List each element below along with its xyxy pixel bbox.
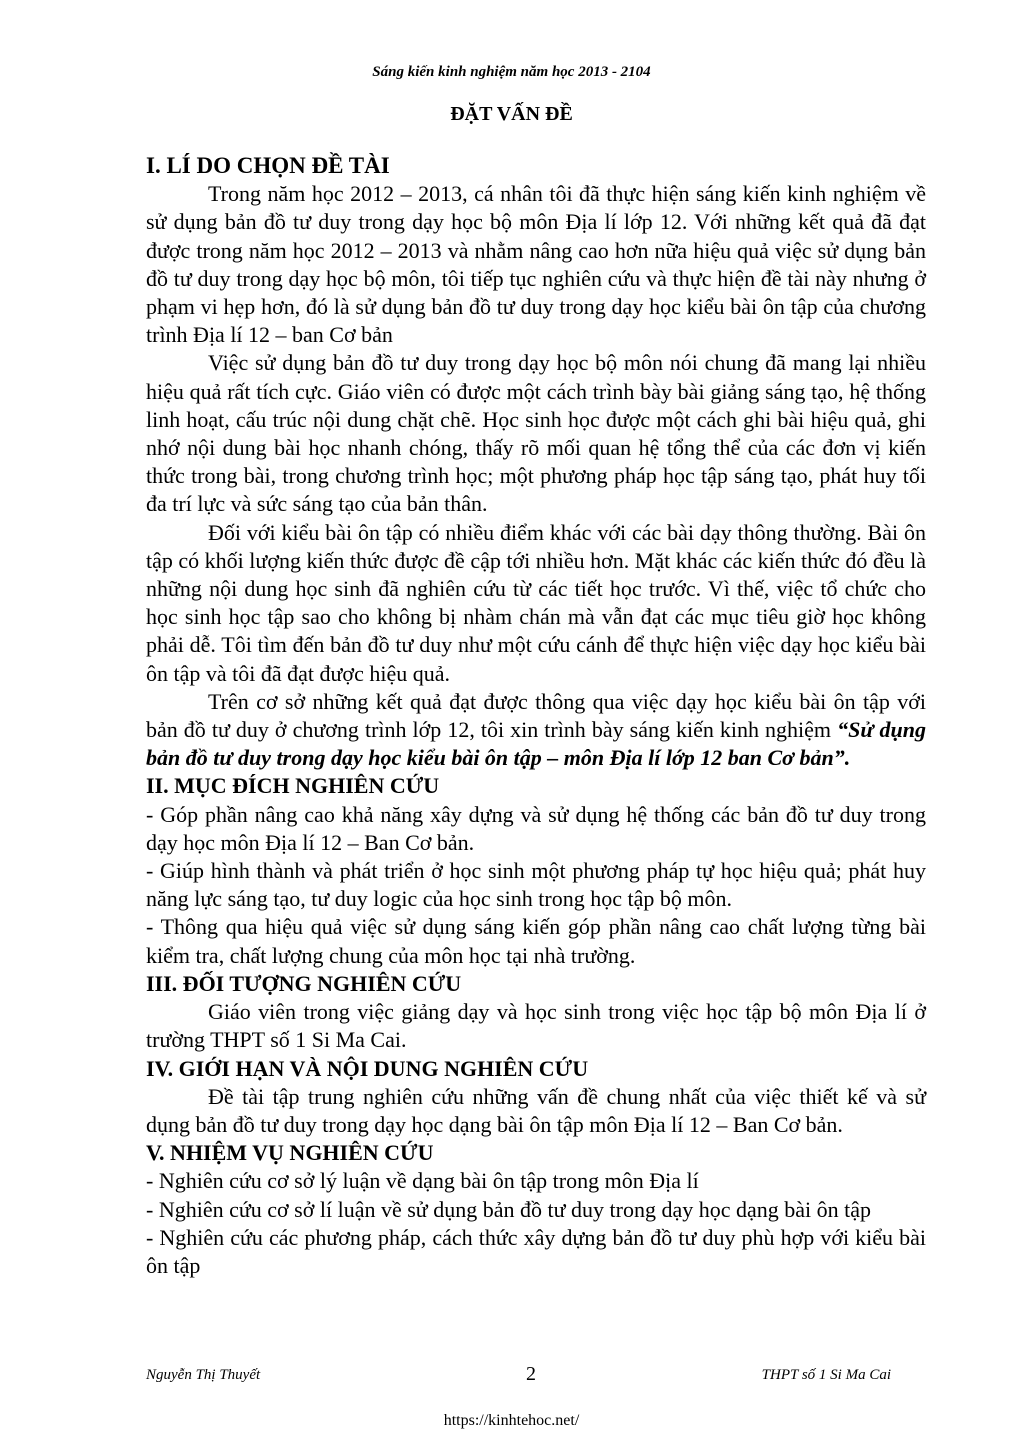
paragraph-subjects: Giáo viên trong việc giảng dạy và học sinh trong việc học tập bộ môn Địa lí ở trường THPT số 1 Si Ma Cai. xyxy=(146,999,926,1053)
footer-author: Nguyễn Thị Thuyết xyxy=(146,1367,261,1383)
section-heading-5: V. NHIỆM VỤ NGHIÊN CỨU xyxy=(146,1140,434,1166)
paragraph-3: Đối với kiểu bài ôn tập có nhiều điểm khác với các bài dạy thông thường. Bài ôn tập có khối lượng kiến thức được đề cập tới nhiều hơn. Mặt khác các kiến thức đó đều là những nội dung học sinh đã nghiên cứu từ các tiết học trước. Vì thế, việc tổ chức cho học sinh học tập sao cho không bị nhàm chán mà vẫn đạt các mục tiêu giờ học không phải dễ. Tôi tìm đến bản đồ tư duy như một cứu cánh để thực hiện việc dạy học kiểu bài ôn tập và tôi đã đạt được hiệu quả. xyxy=(146,519,926,686)
list-item: - Giúp hình thành và phát triển ở học sinh một phương pháp tự học hiệu quả; phát huy năng lực sáng tạo, tư duy logic của học sinh trong học tập bộ môn. xyxy=(146,858,926,912)
paragraph-1: Trong năm học 2012 – 2013, cá nhân tôi đã thực hiện sáng kiến kinh nghiệm về sử dụng bản đồ tư duy trong dạy học bộ môn Địa lí lớp 12. Với những kết quả đã đạt được trong năm học 2012 – 2013 và nhằm nâng cao hơn nữa hiệu quả việc sử dụng bản đồ tư duy trong dạy học bộ môn, tôi tiếp tục nghiên cứu và thực hiện đề tài này nhưng ở phạm vi hẹp hơn, đó là sử dụng bản đồ tư duy trong dạy học kiểu bài ôn tập của chương trình Địa lí 12 – ban Cơ bản xyxy=(146,181,926,348)
document-title: ĐẶT VẤN ĐỀ xyxy=(450,103,573,125)
paragraph-4-text: Trên cơ sở những kết quả đạt được thông qua việc dạy học kiểu bài ôn tập với bản đồ tư duy ở chương trình lớp 12, tôi xin trình bày sáng kiến kinh nghiệm xyxy=(146,688,926,743)
section-heading-3: III. ĐỐI TƯỢNG NGHIÊN CỨU xyxy=(146,970,462,996)
list-item: - Thông qua hiệu quả việc sử dụng sáng kiến góp phần nâng cao chất lượng từng bài kiểm tra, chất lượng chung của môn học tại nhà trường. xyxy=(146,914,926,968)
section-heading-1: I. LÍ DO CHỌN ĐỀ TÀI xyxy=(146,153,390,178)
list-item: - Góp phần nâng cao khả năng xây dựng và sử dụng hệ thống các bản đồ tư duy trong dạy học môn Địa lí 12 – Ban Cơ bản. xyxy=(146,801,926,855)
footer-school: THPT số 1 Si Ma Cai xyxy=(761,1367,891,1383)
source-url: https://kinhtehoc.net/ xyxy=(443,1412,580,1429)
list-item: - Nghiên cứu cơ sở lí luận về sử dụng bản đồ tư duy trong dạy học dạng bài ôn tập xyxy=(146,1196,872,1222)
document-body xyxy=(146,152,926,1280)
initiative-title: “Sử dụng bản đồ tư duy trong dạy học kiểu bài ôn tập – môn Địa lí lớp 12 ban Cơ bản”. xyxy=(146,717,926,771)
page-header: Sáng kiến kinh nghiệm năm học 2013 - 2104 xyxy=(372,64,651,80)
page-number: 2 xyxy=(526,1363,536,1385)
list-item: - Nghiên cứu cơ sở lý luận về dạng bài ôn tập trong môn Địa lí xyxy=(146,1168,699,1194)
paragraph-scope: Đề tài tập trung nghiên cứu những vấn đề chung nhất của việc thiết kế và sử dụng bản đồ tư duy trong dạy học dạng bài ôn tập môn Địa lí 12 – Ban Cơ bản. xyxy=(146,1083,926,1137)
paragraph-2: Việc sử dụng bản đồ tư duy trong dạy học bộ môn nói chung đã mang lại nhiều hiệu quả rất tích cực. Giáo viên có được một cách trình bày bài giảng sáng tạo, hệ thống linh hoạt, cấu trúc nội dung chặt chẽ. Học sinh học được một cách ghi bài hiệu quả, ghi nhớ nội dung bài học nhanh chóng, thấy rõ mối quan hệ tổng thể của các đơn vị kiến thức trong bài, trong chương trình học; một phương pháp học tập sáng tạo, phát huy tối đa trí lực và sức sáng tạo của bản thân. xyxy=(146,350,926,517)
paragraph-4 xyxy=(146,688,926,773)
section-heading-4: IV. GIỚI HẠN VÀ NỘI DUNG NGHIÊN CỨU xyxy=(146,1055,589,1081)
list-item: - Nghiên cứu các phương pháp, cách thức xây dựng bản đồ tư duy phù hợp với kiểu bài ôn tập xyxy=(146,1224,926,1278)
page-footer xyxy=(146,1363,891,1397)
section-heading-2: II. MỤC ĐÍCH NGHIÊN CỨU xyxy=(146,773,440,799)
